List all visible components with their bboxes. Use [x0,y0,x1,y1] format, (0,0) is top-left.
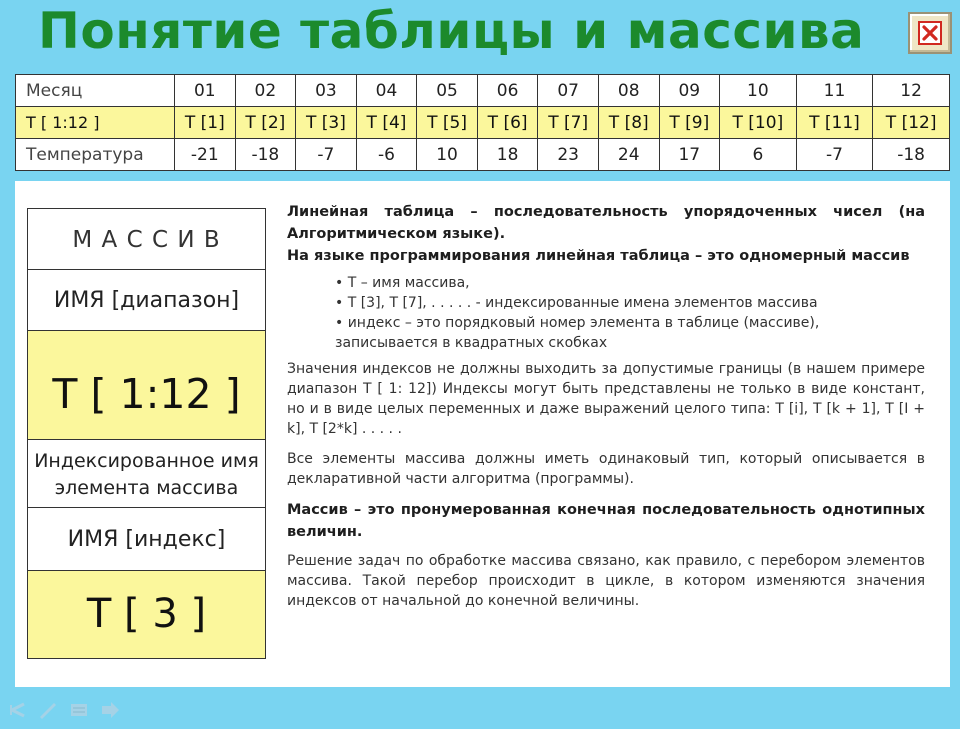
table-cell: Т [8] [598,107,659,139]
table-cell: Т [9] [659,107,720,139]
table-cell: Т [11] [796,107,873,139]
array-definition-paragraph: Массив – это пронумерованная конечная последовательность однотипных величин. [287,502,925,540]
table-cell: 03 [296,75,357,107]
explanation-text [287,201,925,611]
bullet-list [335,273,925,353]
table-cell: 18 [477,139,538,171]
back-arrow-icon[interactable] [6,700,30,722]
indexed-title-line2: элемента массива [54,477,239,499]
table-cell: 23 [538,139,599,171]
table-cell: 01 [175,75,236,107]
indexed-element-box [27,439,266,659]
table-row [16,75,950,107]
indexed-name: ИМЯ [индекс] [28,508,265,571]
pen-icon[interactable] [37,700,61,722]
table-cell: -18 [873,139,950,171]
table-cell: 07 [538,75,599,107]
one-dimensional-array-note: На языке программирования линейная таблица – это одномерный массив [287,248,910,264]
indexed-element-title [28,440,265,508]
bullet-item: • индекс – это порядковый номер элемента в таблице (массиве), записывается в квадратных скобках [335,315,820,351]
table-cell: 24 [598,139,659,171]
table-row [16,107,950,139]
table-cell: -21 [175,139,236,171]
menu-icon[interactable] [68,700,92,722]
table-cell: 02 [235,75,296,107]
table-cell: 04 [356,75,417,107]
forward-arrow-icon[interactable] [99,700,123,722]
table-cell: 17 [659,139,720,171]
table-cell: -18 [235,139,296,171]
array-name-range: ИМЯ [диапазон] [28,270,265,331]
table-cell: Т [4] [356,107,417,139]
table-cell: -7 [796,139,873,171]
table-cell: -6 [356,139,417,171]
table-cell: 12 [873,75,950,107]
element-type-paragraph: Все элементы массива должны иметь одинаковый тип, который описывается в декларативной части алгоритма (программы). [287,451,925,487]
table-cell: 11 [796,75,873,107]
close-icon [918,21,942,45]
table-cell: -7 [296,139,357,171]
indexed-example: Т [ 3 ] [28,571,265,658]
array-example: Т [ 1:12 ] [28,331,265,458]
table-cell: Т [5] [417,107,478,139]
table-cell: 08 [598,75,659,107]
index-bounds-paragraph: Значения индексов не должны выходить за допустимые границы (в нашем примере диапазон Т [ 1: 12]) Индексы могут быть представлены не только в виде констант, но и в виде целых переменных и даже выражений целого типа: Т [i], Т [k + 1], Т [I + k], Т [2*k] . . . . . [287,361,925,437]
bullet-item: • Т – имя массива, [335,275,470,291]
table-cell: Т [12] [873,107,950,139]
page-title: Понятие таблицы и массива [38,2,865,60]
table-cell: 06 [477,75,538,107]
table-cell: Т [1] [175,107,236,139]
table-cell: Т [3] [296,107,357,139]
table-cell: 10 [417,139,478,171]
table-cell: 09 [659,75,720,107]
array-definition-box [27,208,266,459]
row-header: Т [ 1:12 ] [16,107,175,139]
table-row [16,139,950,171]
close-button[interactable] [908,12,952,54]
indexed-title-line1: Индексированное имя [34,450,259,472]
table-cell: Т [7] [538,107,599,139]
row-header: Месяц [16,75,175,107]
loop-processing-paragraph: Решение задач по обработке массива связано, как правило, с перебором элементов массива. Такой перебор происходит в цикле, в котором изменяются значения индексов от начальной до конечной величины. [287,553,925,609]
content-panel [15,181,950,687]
array-label: М А С С И В [28,209,265,270]
table-cell: Т [2] [235,107,296,139]
row-header: Температура [16,139,175,171]
table-cell: 05 [417,75,478,107]
bullet-item: • Т [3], Т [7], . . . . . - индексированные имена элементов массива [335,295,818,311]
linear-table-definition: Линейная таблица – последовательность упорядоченных чисел (на Алгоритмическом языке). [287,204,925,242]
table-cell: 6 [720,139,797,171]
temperature-table [15,74,950,171]
table-cell: Т [6] [477,107,538,139]
table-cell: Т [10] [720,107,797,139]
table-cell: 10 [720,75,797,107]
